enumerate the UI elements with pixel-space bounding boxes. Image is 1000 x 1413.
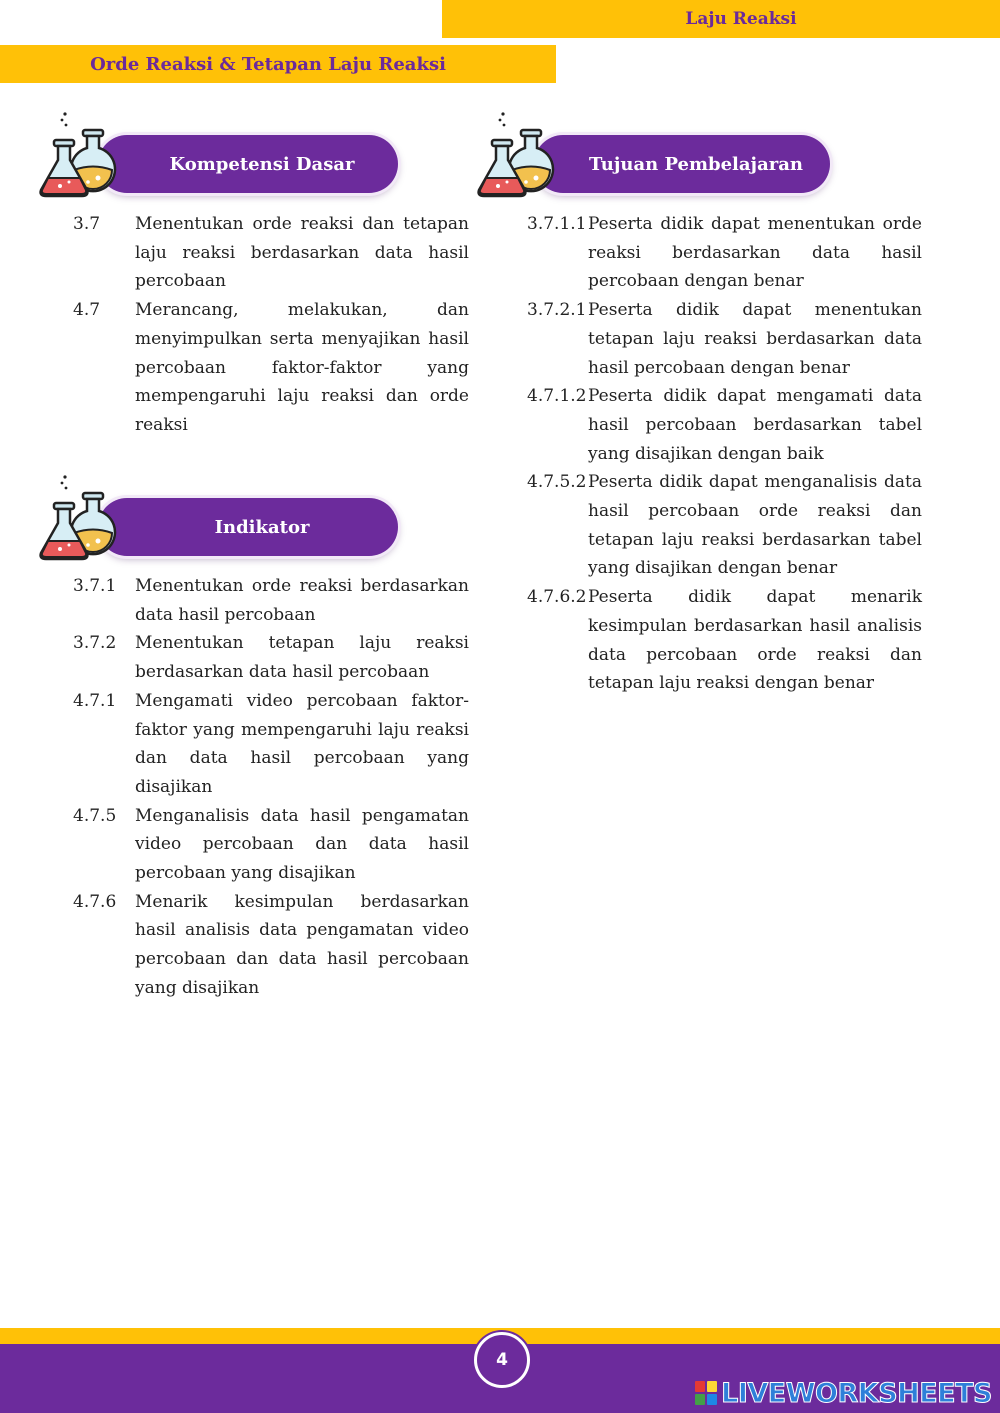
section-title: Orde Reaksi & Tetapan Laju Reaksi <box>90 53 446 75</box>
item-text: Menentukan orde reaksi berdasarkan data hasil percobaan <box>135 576 469 625</box>
kompetensi-dasar-pill <box>98 135 398 193</box>
item-number: 3.7 <box>73 214 101 234</box>
item-number: 4.7.5 <box>73 805 117 826</box>
item-number: 4.7.6 <box>73 891 117 912</box>
item-number: 3.7.2.1 <box>527 300 587 321</box>
list-item <box>73 296 469 440</box>
indikator-title: Indikator <box>214 516 310 538</box>
page-number: 4 <box>474 1332 530 1388</box>
indikator-banner <box>36 493 406 563</box>
chapter-header-bar <box>442 0 1000 38</box>
item-number: 4.7.6.2 <box>527 587 587 608</box>
item-text: Peserta didik dapat menentukan orde reaksi berdasarkan data hasil percobaan dengan benar <box>588 214 922 292</box>
tujuan-pembelajaran-banner <box>474 130 844 200</box>
list-item <box>73 629 469 686</box>
item-number: 3.7.2 <box>73 633 117 654</box>
chemistry-flask-icon <box>36 471 128 567</box>
section-header-bar <box>0 45 556 83</box>
list-item <box>73 888 469 1003</box>
item-text: Peserta didik dapat menganalisis data hasil percobaan orde reaksi dan tetapan laju reaksi berdasarkan tabel yang disajikan dengan benar <box>588 472 922 579</box>
indikator-pill <box>98 498 398 556</box>
kompetensi-dasar-title: Kompetensi Dasar <box>169 153 355 175</box>
item-number: 3.7.1 <box>73 576 117 596</box>
item-text: Merancang, melakukan, dan menyimpulkan serta menyajikan hasil percobaan faktor-faktor yang mempengaruhi laju reaksi dan orde reaksi <box>135 300 469 435</box>
item-text: Peserta didik dapat mengamati data hasil percobaan berdasarkan tabel yang disajikan dengan baik <box>588 386 922 464</box>
list-item <box>527 382 922 468</box>
chapter-title: Laju Reaksi <box>685 9 797 29</box>
item-text: Mengamati video percobaan faktor-faktor yang mempengaruhi laju reaksi dan data hasil percobaan yang disajikan <box>135 690 469 797</box>
kompetensi-dasar-banner <box>36 130 406 200</box>
tujuan-pembelajaran-title: Tujuan Pembelajaran <box>589 153 803 175</box>
chemistry-flask-icon <box>36 108 128 204</box>
list-item <box>73 210 469 296</box>
item-text: Menganalisis data hasil pengamatan video percobaan dan data hasil percobaan yang disajikan <box>135 805 469 884</box>
item-number: 4.7.1.2 <box>527 386 587 407</box>
tujuan-pembelajaran-pill <box>534 135 830 193</box>
kompetensi-dasar-list <box>73 210 469 440</box>
item-text: Menentukan orde reaksi dan tetapan laju reaksi berdasarkan data hasil percobaan <box>135 214 469 292</box>
list-item <box>527 296 922 382</box>
list-item <box>73 572 469 629</box>
item-number: 4.7.1 <box>73 690 117 711</box>
item-number: 3.7.1.1 <box>527 214 587 234</box>
tujuan-pembelajaran-list <box>527 210 922 698</box>
list-item <box>527 583 922 698</box>
liveworksheets-watermark <box>695 1377 992 1409</box>
item-text: Peserta didik dapat menarik kesimpulan berdasarkan hasil analisis data percobaan orde reaksi dan tetapan laju reaksi dengan benar <box>588 587 922 694</box>
list-item <box>527 468 922 583</box>
item-number: 4.7 <box>73 300 101 321</box>
indikator-list <box>73 572 469 1003</box>
watermark-text: LIVEWORKSHEETS <box>721 1377 992 1409</box>
item-text: Menarik kesimpulan berdasarkan hasil analisis data pengamatan video percobaan dan data hasil percobaan yang disajikan <box>135 891 469 998</box>
list-item <box>527 210 922 296</box>
item-text: Menentukan tetapan laju reaksi berdasarkan data hasil percobaan <box>135 633 469 683</box>
liveworksheets-logo-icon <box>695 1381 717 1405</box>
list-item <box>73 687 469 802</box>
chemistry-flask-icon <box>474 108 566 204</box>
item-text: Peserta didik dapat menentukan tetapan laju reaksi berdasarkan data hasil percobaan dengan benar <box>588 300 922 378</box>
item-number: 4.7.5.2 <box>527 472 587 493</box>
list-item <box>73 802 469 888</box>
